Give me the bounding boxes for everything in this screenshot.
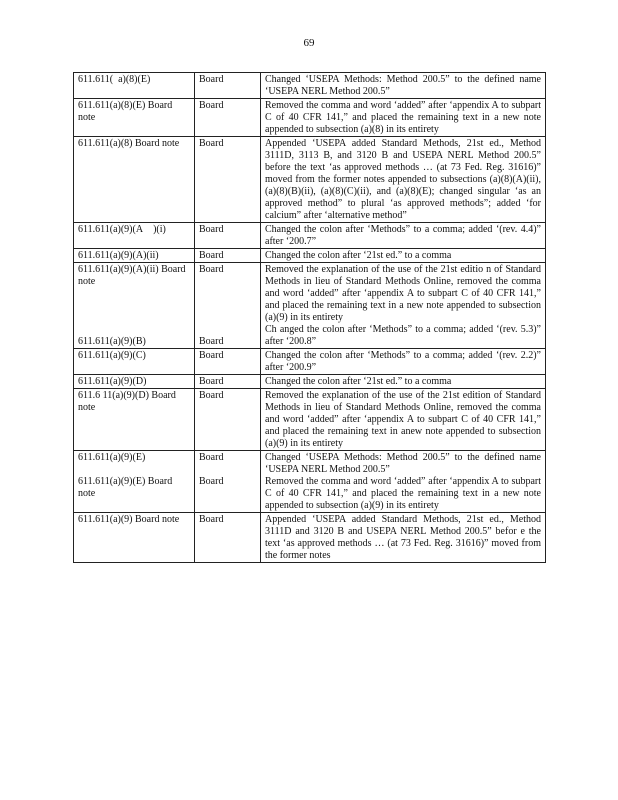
amendments-table <box>73 72 546 563</box>
action-cell: Changed the colon after ‘Methods” to a comma; added ‘(rev. 4.4)” after ‘200.7” <box>261 223 546 249</box>
section-cell: 611.611(a)(8) Board note <box>74 137 195 223</box>
table-row <box>74 263 546 349</box>
source-cell: Board <box>195 375 261 389</box>
section-entry: 611.611(a)(9)(B) <box>78 336 146 347</box>
source-cell: Board <box>195 137 261 223</box>
table-row <box>74 223 546 249</box>
table-row <box>74 389 546 451</box>
source-cell: Board <box>195 249 261 263</box>
source-entry: Board <box>199 264 224 275</box>
section-cell <box>74 263 195 349</box>
action-cell: Appended ‘USEPA added Standard Methods, 21st ed., Method 3111D and 3120 B and USEPA NERL Method 200.5” befor e the text ‘as approved methods … (at 73 Fed. Reg. 31616)” moved from the former notes <box>261 513 546 563</box>
action-cell <box>261 451 546 513</box>
section-cell: 611.611( a)(8)(E) <box>74 73 195 99</box>
action-cell: Removed the comma and word ‘added” after ‘appendix A to subpart C of 40 CFR 141,” and placed the remaining text in a new note appended to subsection (a)(8) in its entirety <box>261 99 546 137</box>
action-entry: Removed the comma and word ‘added” after ‘appendix A to subpart C of 40 CFR 141,” and placed the remaining text in a new note appended to subsection (a)(9) in its entirety <box>265 476 541 511</box>
section-cell <box>74 451 195 513</box>
source-cell: Board <box>195 349 261 375</box>
section-cell: 611.611(a)(9) Board note <box>74 513 195 563</box>
action-cell: Changed the colon after ‘21st ed.” to a comma <box>261 249 546 263</box>
source-cell <box>195 263 261 349</box>
action-cell: Removed the explanation of the use of the 21st edition of Standard Methods in lieu of Standard Methods Online, removed the comma and word ‘added” after ‘appendix A to subpart C of 40 CFR 141,” and placed the remaining text in anew note appended to subsection (a)(9) in its entirety <box>261 389 546 451</box>
page-number: 69 <box>303 37 315 49</box>
table-row <box>74 349 546 375</box>
table-row <box>74 451 546 513</box>
section-entry: 611.611(a)(9)(A)(ii) Board note <box>78 264 186 287</box>
section-cell: 611.611(a)(9)(C) <box>74 349 195 375</box>
action-entry: Removed the explanation of the use of the 21st editio n of Standard Methods in lieu of Standard Methods Online, removed the comma and word ‘added” after ‘appendix A to subpart C of 40 CFR 141,” and placed the remaining text in a new note appended to subsection (a)(9) in its entirety <box>265 264 541 323</box>
action-cell: Changed the colon after ‘21st ed.” to a comma <box>261 375 546 389</box>
table-row <box>74 375 546 389</box>
table-row <box>74 73 546 99</box>
source-cell: Board <box>195 513 261 563</box>
source-cell <box>195 451 261 513</box>
table-row <box>74 137 546 223</box>
section-entry: 611.611(a)(9)(E) Board note <box>78 476 173 499</box>
source-entry: Board <box>199 452 224 463</box>
table-row <box>74 99 546 137</box>
source-cell: Board <box>195 389 261 451</box>
section-entry: 611.611(a)(9)(E) <box>78 452 146 463</box>
section-cell: 611.611(a)(8)(E) Board note <box>74 99 195 137</box>
action-cell: Changed ‘USEPA Methods: Method 200.5” to the defined name ‘USEPA NERL Method 200.5” <box>261 73 546 99</box>
action-entry: Changed ‘USEPA Methods: Method 200.5” to the defined name ‘USEPA NERL Method 200.5” <box>265 452 541 475</box>
action-cell: Changed the colon after ‘Methods” to a comma; added ‘(rev. 2.2)” after ‘200.9” <box>261 349 546 375</box>
action-cell <box>261 263 546 349</box>
source-entry: Board <box>199 476 224 487</box>
action-cell: Appended ‘USEPA added Standard Methods, 21st ed., Method 3111D, 3113 B, and 3120 B and USEPA NERL Method 200.5” before the text ‘as approved methods … (at 73 Fed. Reg. 31616)” moved from the former notes appended to subsections (a)(8)(A)(ii), (a)(8)(B)(ii), (a)(8)(C)(ii), and (a)(8)(E); changed singular ‘as an approved method” to plural ‘as approved methods”; added ‘for calcium” after ‘alternative method” <box>261 137 546 223</box>
action-entry: Ch anged the colon after ‘Methods” to a comma; added ‘(rev. 5.3)” after ‘200.8” <box>265 324 541 347</box>
section-cell: 611.611(a)(9)(A)(ii) <box>74 249 195 263</box>
section-cell: 611.611(a)(9)(D) <box>74 375 195 389</box>
table-row <box>74 513 546 563</box>
table-row <box>74 249 546 263</box>
section-cell: 611.611(a)(9)(A )(i) <box>74 223 195 249</box>
source-cell: Board <box>195 73 261 99</box>
source-cell: Board <box>195 99 261 137</box>
source-cell: Board <box>195 223 261 249</box>
source-entry: Board <box>199 336 224 347</box>
section-cell: 611.6 11(a)(9)(D) Board note <box>74 389 195 451</box>
